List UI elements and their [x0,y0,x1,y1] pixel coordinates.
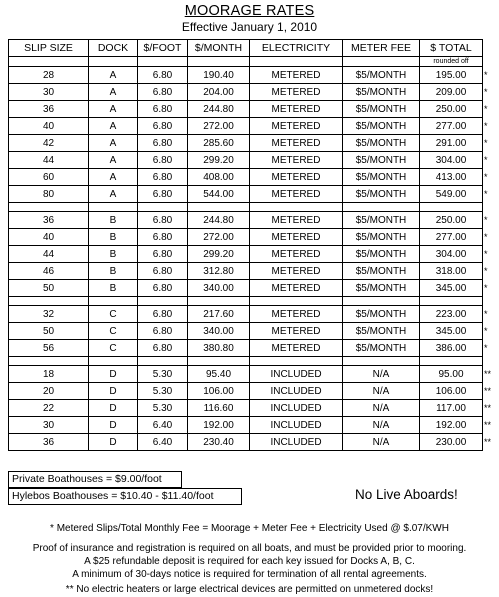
cell-electricity: METERED [250,280,343,297]
table-row [9,280,483,297]
cell-dock: B [89,246,138,263]
cell-per-foot: 6.80 [138,169,188,186]
table-row [9,186,483,203]
cell-per-month: 230.40 [188,434,250,451]
cell-dock: C [89,323,138,340]
table-row [9,306,483,323]
table-row [9,400,483,417]
cell-electricity: METERED [250,306,343,323]
cell-total: 304.00 [420,152,483,169]
table-row [9,67,483,84]
cell-per-month: 340.00 [188,323,250,340]
cell-per-foot: 6.80 [138,135,188,152]
cell-dock: B [89,212,138,229]
cell-dock: C [89,340,138,357]
cell-meter-fee: $5/MONTH [343,101,420,118]
footnote-mark: * [484,86,488,97]
group-separator-row [9,357,483,366]
cell-total: 250.00 [420,101,483,118]
cell-total: 318.00 [420,263,483,280]
cell-meter-fee: $5/MONTH [343,212,420,229]
insurance-note: Proof of insurance and registration is required on all boats, and must be provided prior to mooring. [32,543,467,554]
cell-electricity: INCLUDED [250,383,343,400]
cell-total: 195.00 [420,67,483,84]
cell-slip-size: 36 [9,212,89,229]
cell-dock: D [89,434,138,451]
cell-per-month: 217.60 [188,306,250,323]
footnote-mark: * [484,120,488,131]
cell-slip-size: 44 [9,246,89,263]
table-row [9,246,483,263]
footnote-mark: * [484,171,488,182]
cell-total: 223.00 [420,306,483,323]
cell-per-foot: 6.40 [138,434,188,451]
cell-per-foot: 6.80 [138,340,188,357]
cell-per-month: 204.00 [188,84,250,101]
private-boathouses-box: Private Boathouses = $9.00/foot [8,471,182,488]
cell-dock: B [89,263,138,280]
cell-total: 345.00 [420,323,483,340]
total-rounded-note: rounded off [420,57,483,67]
footnote-mark: * [484,69,488,80]
header-meter-fee: METER FEE [343,40,420,57]
cell-per-month: 299.20 [188,246,250,263]
cell-total: 192.00 [420,417,483,434]
footnote-mark: ** [484,368,492,379]
cell-per-foot: 6.80 [138,212,188,229]
cell-per-foot: 6.80 [138,229,188,246]
cell-electricity: METERED [250,152,343,169]
cell-per-month: 95.40 [188,366,250,383]
cell-total: 106.00 [420,383,483,400]
cell-slip-size: 30 [9,84,89,101]
cell-per-month: 340.00 [188,280,250,297]
cell-meter-fee: N/A [343,417,420,434]
cell-per-foot: 6.80 [138,186,188,203]
footnote-marks-column [482,0,499,597]
table-row [9,263,483,280]
cell-total: 230.00 [420,434,483,451]
cell-slip-size: 20 [9,383,89,400]
electric-devices-footnote: ** No electric heaters or large electrical devices are permitted on unmetered docks! [65,584,434,595]
cell-electricity: INCLUDED [250,417,343,434]
cell-per-foot: 6.80 [138,263,188,280]
cell-per-month: 272.00 [188,229,250,246]
table-row [9,366,483,383]
cell-per-foot: 6.80 [138,67,188,84]
cell-electricity: METERED [250,118,343,135]
cell-meter-fee: N/A [343,434,420,451]
cell-per-foot: 6.40 [138,417,188,434]
cell-per-month: 244.80 [188,101,250,118]
cell-per-foot: 6.80 [138,118,188,135]
table-row [9,84,483,101]
footnote-mark: * [484,308,488,319]
cell-per-month: 299.20 [188,152,250,169]
cell-dock: A [89,135,138,152]
cell-meter-fee: N/A [343,366,420,383]
table-row [9,169,483,186]
cell-electricity: METERED [250,229,343,246]
cell-total: 95.00 [420,366,483,383]
cell-dock: A [89,152,138,169]
cell-slip-size: 56 [9,340,89,357]
cell-meter-fee: $5/MONTH [343,118,420,135]
cell-total: 549.00 [420,186,483,203]
cell-per-foot: 6.80 [138,84,188,101]
cell-total: 250.00 [420,212,483,229]
cell-total: 117.00 [420,400,483,417]
header-total: $ TOTAL [420,40,483,57]
cell-meter-fee: N/A [343,400,420,417]
footnote-mark: ** [484,419,492,430]
cell-slip-size: 42 [9,135,89,152]
footnote-mark: ** [484,385,492,396]
cell-per-month: 244.80 [188,212,250,229]
cell-slip-size: 44 [9,152,89,169]
table-body [9,57,483,451]
cell-slip-size: 28 [9,67,89,84]
cell-electricity: INCLUDED [250,434,343,451]
cell-meter-fee: $5/MONTH [343,263,420,280]
cell-meter-fee: $5/MONTH [343,229,420,246]
cell-per-foot: 5.30 [138,400,188,417]
footnote-mark: * [484,103,488,114]
cell-electricity: METERED [250,186,343,203]
cell-dock: A [89,186,138,203]
footnote-mark: * [484,231,488,242]
footnote-mark: * [484,248,488,259]
cell-electricity: INCLUDED [250,366,343,383]
cell-electricity: METERED [250,323,343,340]
footnote-mark: * [484,214,488,225]
cell-electricity: METERED [250,340,343,357]
table-row [9,323,483,340]
table-row [9,434,483,451]
table-header-row [9,40,483,57]
header-per-month: $/MONTH [188,40,250,57]
cell-slip-size: 30 [9,417,89,434]
cell-meter-fee: $5/MONTH [343,340,420,357]
group-separator-row [9,297,483,306]
cell-per-foot: 6.80 [138,246,188,263]
cell-per-month: 380.80 [188,340,250,357]
table-row [9,383,483,400]
table-row [9,118,483,135]
cell-total: 209.00 [420,84,483,101]
notice-note: A minimum of 30-days notice is required for termination of all rental agreements. [72,569,427,580]
cell-electricity: METERED [250,67,343,84]
cell-electricity: METERED [250,84,343,101]
cell-electricity: METERED [250,101,343,118]
header-dock: DOCK [89,40,138,57]
footnote-mark: * [484,154,488,165]
footnote-mark: * [484,137,488,148]
cell-meter-fee: $5/MONTH [343,169,420,186]
footnote-mark: * [484,188,488,199]
cell-electricity: METERED [250,263,343,280]
cell-per-month: 190.40 [188,67,250,84]
header-per-foot: $/FOOT [138,40,188,57]
cell-per-month: 285.60 [188,135,250,152]
cell-per-foot: 6.80 [138,152,188,169]
cell-per-month: 106.00 [188,383,250,400]
cell-slip-size: 50 [9,323,89,340]
cell-total: 413.00 [420,169,483,186]
cell-per-month: 408.00 [188,169,250,186]
cell-dock: A [89,84,138,101]
cell-dock: A [89,118,138,135]
footnote-mark: ** [484,402,492,413]
cell-slip-size: 46 [9,263,89,280]
cell-per-foot: 5.30 [138,383,188,400]
footnote-mark: * [484,265,488,276]
cell-meter-fee: $5/MONTH [343,84,420,101]
cell-electricity: METERED [250,169,343,186]
cell-electricity: METERED [250,212,343,229]
table-row [9,101,483,118]
moorage-rates-table [8,39,483,451]
footnote-mark: * [484,342,488,353]
table-row [9,417,483,434]
page-title: MOORAGE RATES [184,3,315,19]
cell-slip-size: 36 [9,434,89,451]
cell-electricity: METERED [250,246,343,263]
header-electricity: ELECTRICITY [250,40,343,57]
cell-dock: D [89,417,138,434]
footnote-mark: ** [484,436,492,447]
cell-per-foot: 6.80 [138,101,188,118]
table-row [9,152,483,169]
cell-total: 386.00 [420,340,483,357]
cell-slip-size: 36 [9,101,89,118]
cell-electricity: INCLUDED [250,400,343,417]
cell-per-month: 192.00 [188,417,250,434]
cell-slip-size: 40 [9,118,89,135]
cell-dock: A [89,169,138,186]
cell-total: 304.00 [420,246,483,263]
cell-dock: B [89,280,138,297]
cell-per-month: 272.00 [188,118,250,135]
header-slip-size: SLIP SIZE [9,40,89,57]
metered-footnote: * Metered Slips/Total Monthly Fee = Moorage + Meter Fee + Electricity Used @ $.07/KWH [50,523,449,534]
table-row [9,212,483,229]
cell-per-foot: 6.80 [138,306,188,323]
cell-total: 277.00 [420,118,483,135]
cell-meter-fee: $5/MONTH [343,67,420,84]
cell-dock: D [89,400,138,417]
no-live-aboards-notice: No Live Aboards! [355,487,458,502]
cell-per-month: 116.60 [188,400,250,417]
cell-dock: B [89,229,138,246]
cell-dock: A [89,67,138,84]
cell-per-foot: 6.80 [138,280,188,297]
footnote-mark: * [484,325,488,336]
cell-electricity: METERED [250,135,343,152]
cell-slip-size: 22 [9,400,89,417]
cell-slip-size: 18 [9,366,89,383]
cell-per-foot: 5.30 [138,366,188,383]
cell-meter-fee: $5/MONTH [343,186,420,203]
cell-meter-fee: $5/MONTH [343,246,420,263]
cell-dock: D [89,366,138,383]
cell-meter-fee: N/A [343,383,420,400]
group-separator-row [9,203,483,212]
cell-meter-fee: $5/MONTH [343,323,420,340]
cell-dock: C [89,306,138,323]
cell-per-foot: 6.80 [138,323,188,340]
cell-per-month: 544.00 [188,186,250,203]
cell-slip-size: 32 [9,306,89,323]
hylebos-boathouses-box: Hylebos Boathouses = $10.40 - $11.40/foot [8,488,242,505]
cell-total: 291.00 [420,135,483,152]
cell-meter-fee: $5/MONTH [343,152,420,169]
cell-per-month: 312.80 [188,263,250,280]
cell-meter-fee: $5/MONTH [343,306,420,323]
cell-meter-fee: $5/MONTH [343,135,420,152]
effective-date: Effective January 1, 2010 [181,20,318,34]
cell-dock: D [89,383,138,400]
cell-slip-size: 40 [9,229,89,246]
table-subheader-row [9,57,483,67]
cell-total: 277.00 [420,229,483,246]
cell-slip-size: 80 [9,186,89,203]
cell-dock: A [89,101,138,118]
table-row [9,135,483,152]
cell-total: 345.00 [420,280,483,297]
footnote-mark: * [484,282,488,293]
table-row [9,340,483,357]
deposit-note: A $25 refundable deposit is required for each key issued for Docks A, B, C. [84,556,415,567]
table-row [9,229,483,246]
cell-meter-fee: $5/MONTH [343,280,420,297]
cell-slip-size: 50 [9,280,89,297]
cell-slip-size: 60 [9,169,89,186]
